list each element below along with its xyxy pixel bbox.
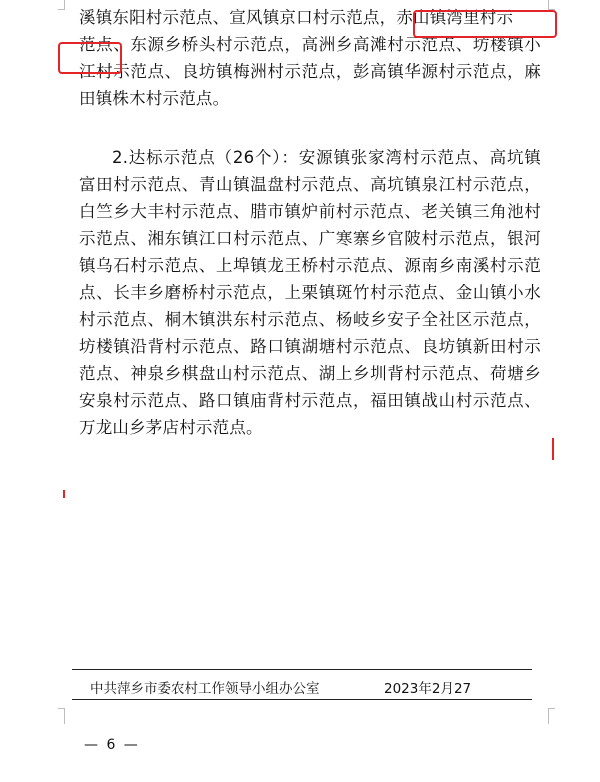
footer-date: 2023年2月27 (384, 681, 472, 697)
highlighted-text-1: 赤山镇湾里村示 (396, 8, 514, 27)
highlight-box-2 (58, 42, 122, 74)
margin-red-mark-left (63, 490, 65, 498)
crop-mark-bottom-left-h (58, 708, 65, 709)
crop-mark-top-left-h (58, 9, 65, 10)
crop-mark-bottom-right (548, 708, 549, 724)
paragraph-1-text-a: 溪镇东阳村示范点、宣风镇京口村示范点， (79, 8, 397, 27)
footer-bottom-rule (72, 699, 532, 700)
footer-top-rule (72, 669, 532, 670)
margin-red-mark-right (552, 438, 554, 460)
highlight-box-1 (413, 10, 557, 38)
paragraph-1-text-b: 、东源乡桥头村示范点，高洲乡高滩村示范点、坊楼镇小江村示范点、良坊镇梅洲村示范点，彭高镇华源村示范点，麻田镇株木村示范点。 (79, 35, 542, 108)
crop-mark-bottom-left (64, 708, 65, 724)
paragraph-2 (79, 144, 541, 441)
footer-organization: 中共萍乡市委农村工作领导小组办公室 (90, 681, 320, 697)
page-number: — 6 — (84, 737, 140, 753)
paragraph-2-text: 2.达标示范点（26个）：安源镇张家湾村示范点、高坑镇富田村示范点、青山镇温盘村示范点、高坑镇泉江村示范点，白竺乡大丰村示范点、腊市镇炉前村示范点、老关镇三角池村示范点、湘东镇江口村示范点、广寒寨乡官陂村示范点，银河镇乌石村示范点、上埠镇龙王桥村示范点、源南乡南溪村示范点、长丰乡磨桥村示范点，上栗镇斑竹村示范点、金山镇小水村示范点、桐木镇洪东村示范点、杨岐乡安子全社区示范点，坊楼镇沿背村示范点、路口镇湖塘村示范点、良坊镇新田村示范点、神泉乡棋盘山村示范点、湖上乡圳背村示范点、荷塘乡安泉村示范点、路口镇庙背村示范点，福田镇战山村示范点、万龙山乡茅店村示范点。 (79, 148, 541, 437)
crop-mark-bottom-right-h (548, 708, 555, 709)
highlighted-text-2: 范点 (79, 35, 114, 54)
